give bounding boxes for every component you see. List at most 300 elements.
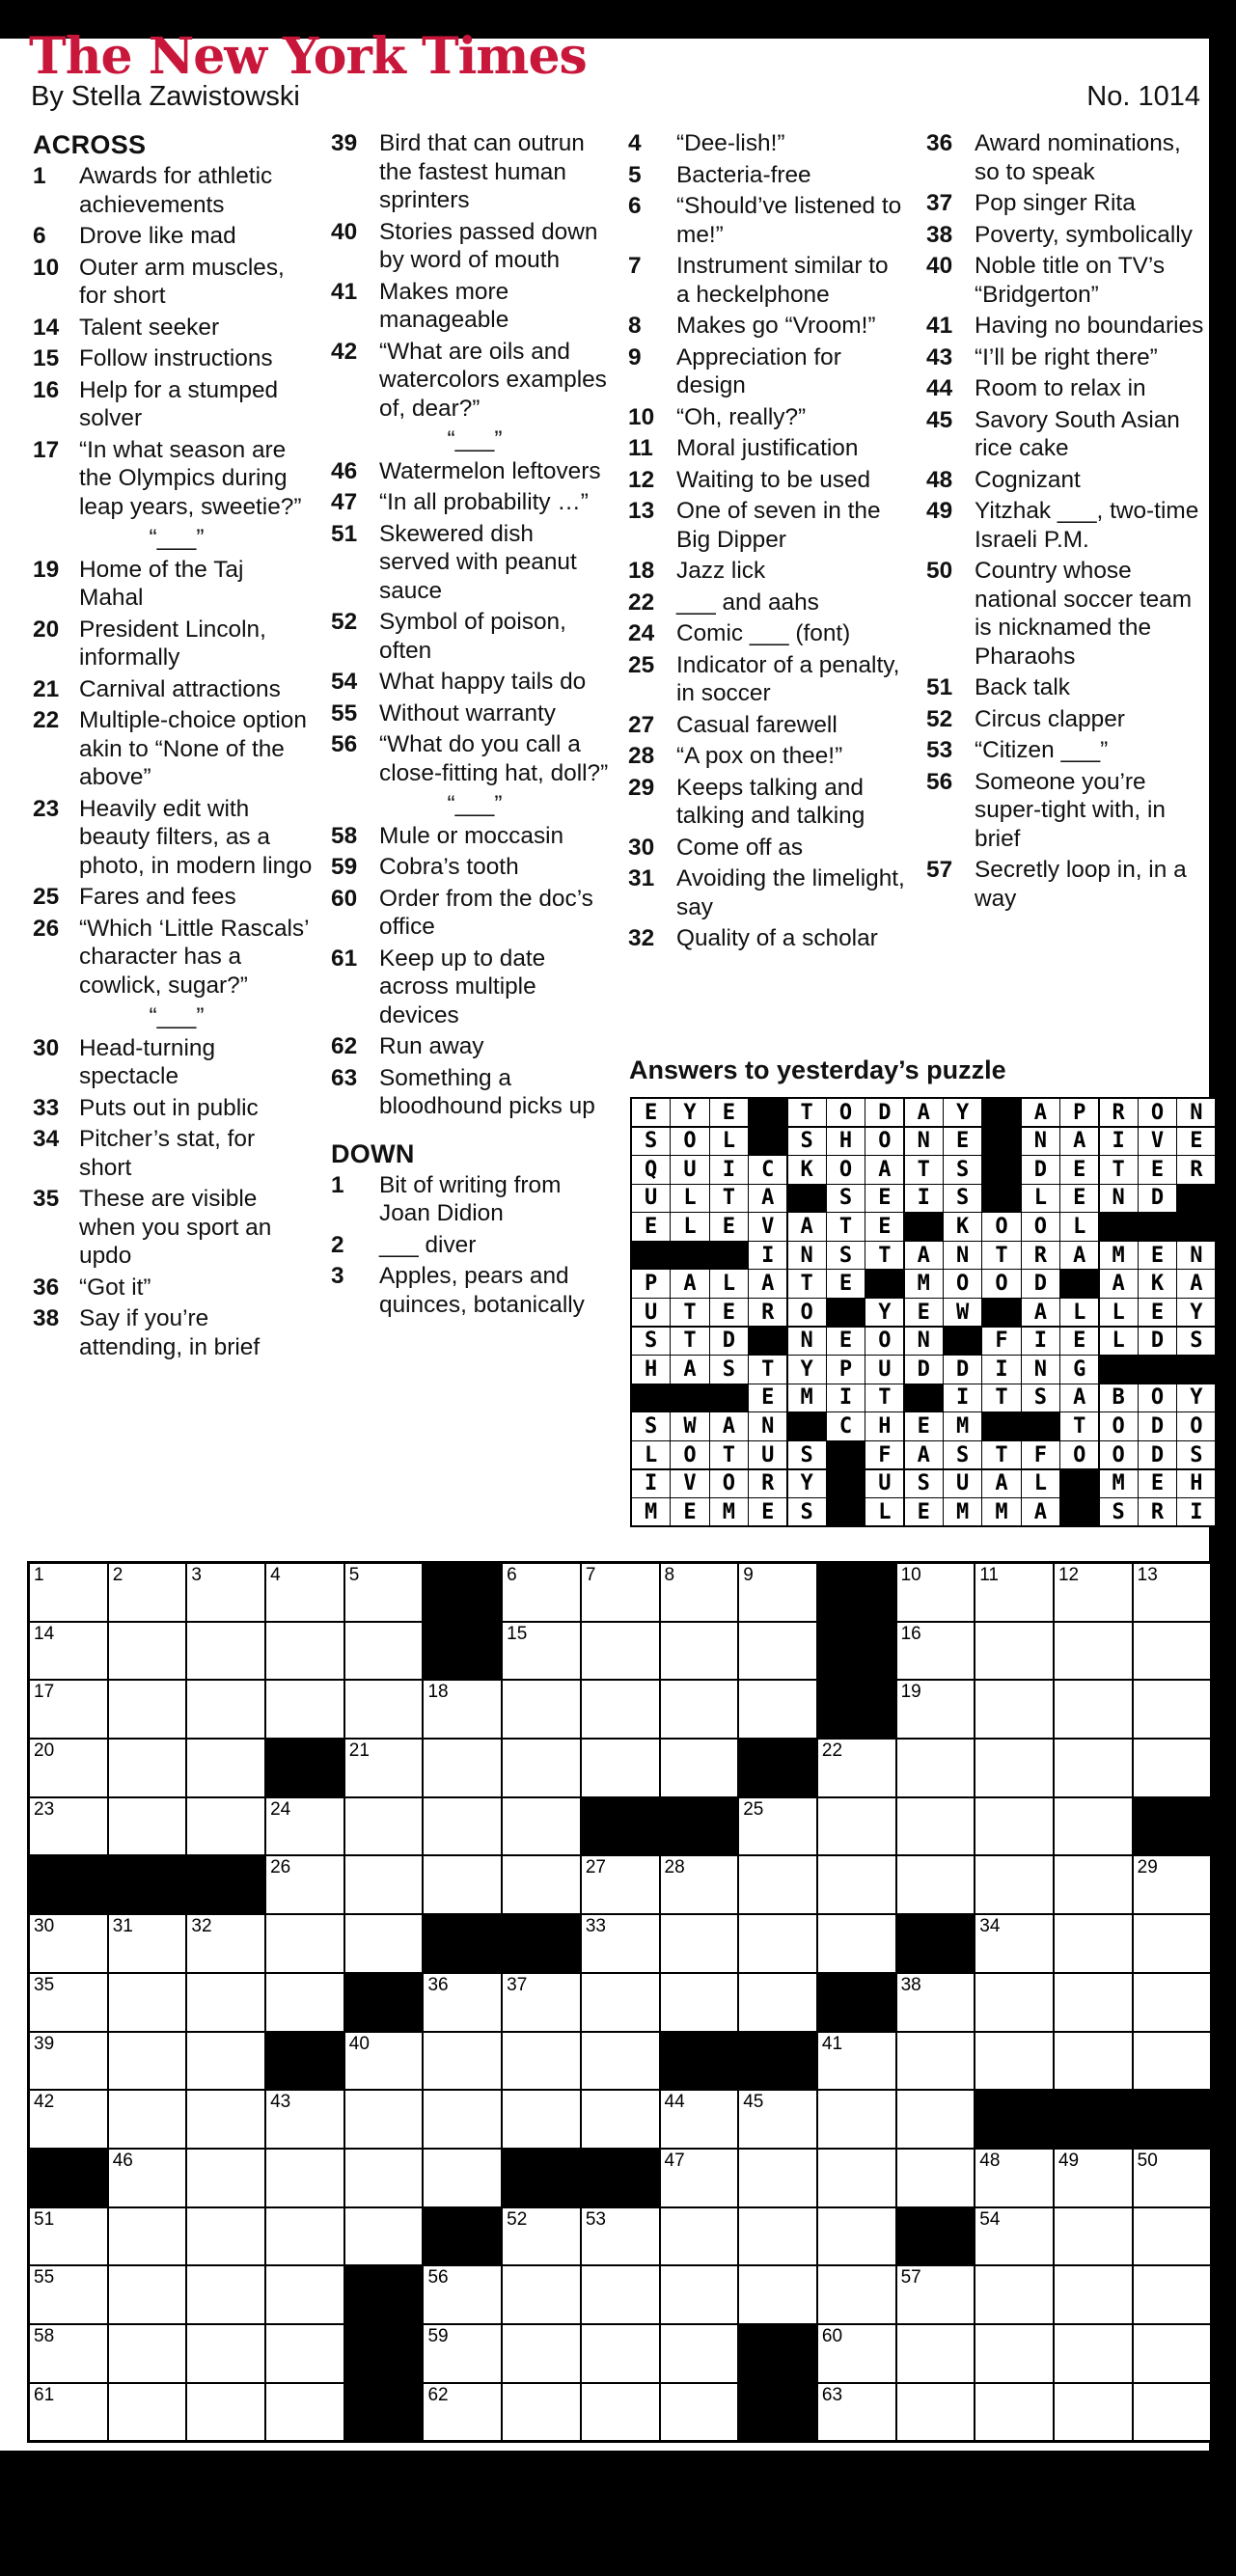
grid-cell[interactable] xyxy=(818,2150,895,2206)
grid-block xyxy=(897,1915,975,1972)
grid-cell[interactable] xyxy=(345,1623,423,1680)
answer-letter: E xyxy=(632,1213,670,1240)
grid-cell[interactable] xyxy=(266,1681,343,1738)
answer-letter: H xyxy=(865,1412,903,1439)
grid-cell[interactable] xyxy=(30,2384,107,2441)
grid-cell[interactable] xyxy=(30,1623,107,1680)
grid-cell[interactable] xyxy=(503,2266,580,2323)
grid-cell[interactable] xyxy=(661,2091,738,2148)
grid-block xyxy=(818,1974,895,2031)
clue xyxy=(926,374,1208,403)
grid-cell[interactable] xyxy=(266,1798,343,1855)
grid-cell[interactable] xyxy=(187,2208,264,2265)
grid-cell[interactable] xyxy=(897,1856,975,1913)
grid-cell[interactable] xyxy=(30,1798,107,1855)
grid-cell[interactable] xyxy=(582,1740,659,1796)
grid-cell[interactable] xyxy=(1055,2208,1132,2265)
clue-text: Yitzhak ___, two-time Israeli P.M. xyxy=(975,498,1199,553)
grid-cell[interactable] xyxy=(1134,1974,1211,2031)
grid-cell[interactable] xyxy=(818,2208,895,2265)
answer-block xyxy=(865,1270,903,1297)
grid-cell[interactable] xyxy=(661,2266,738,2323)
grid-cell[interactable] xyxy=(109,2033,186,2090)
answer-block xyxy=(1139,1356,1176,1383)
grid-cell[interactable] xyxy=(582,1974,659,2031)
grid-cell[interactable] xyxy=(424,1681,501,1738)
grid-cell[interactable] xyxy=(897,1798,975,1855)
answer-block xyxy=(827,1498,865,1525)
answer-letter: O xyxy=(788,1299,826,1326)
grid-cell[interactable] xyxy=(187,2033,264,2090)
answer-letter: H xyxy=(632,1356,670,1383)
grid-cell[interactable] xyxy=(424,1740,501,1796)
grid-cell[interactable] xyxy=(345,2033,423,2090)
grid-cell[interactable] xyxy=(30,2325,107,2382)
grid-cell[interactable] xyxy=(109,1974,186,2031)
grid-cell[interactable] xyxy=(661,1740,738,1796)
grid-cell[interactable] xyxy=(266,2384,343,2441)
grid-cell[interactable] xyxy=(266,1915,343,1972)
crossword-grid xyxy=(27,1561,1213,2443)
clue-text: Bird that can outrun the fastest human sprinters xyxy=(379,130,585,213)
answer-letter: E xyxy=(905,1299,943,1326)
grid-cell[interactable] xyxy=(345,2091,423,2148)
cell-number: 19 xyxy=(900,1682,921,1703)
grid-cell[interactable] xyxy=(187,2091,264,2148)
grid-cell[interactable] xyxy=(30,1564,107,1621)
grid-cell[interactable] xyxy=(818,2384,895,2441)
grid-cell[interactable] xyxy=(975,2150,1053,2206)
clue xyxy=(628,864,906,921)
grid-cell[interactable] xyxy=(187,2325,264,2382)
answer-letter: M xyxy=(982,1498,1020,1525)
byline: By Stella Zawistowski xyxy=(31,81,300,112)
clue-number xyxy=(33,524,79,553)
answer-letter: I xyxy=(1100,1128,1138,1155)
answer-letter: S xyxy=(632,1328,670,1355)
answer-block xyxy=(1100,1356,1138,1383)
grid-cell[interactable] xyxy=(975,2384,1053,2441)
grid-cell[interactable] xyxy=(187,1974,264,2031)
answer-letter: O xyxy=(1139,1099,1176,1126)
grid-cell[interactable] xyxy=(1055,2266,1132,2323)
grid-block xyxy=(345,1974,423,2031)
grid-cell[interactable] xyxy=(975,2208,1053,2265)
grid-cell[interactable] xyxy=(266,2091,343,2148)
clue xyxy=(331,668,609,697)
grid-cell[interactable] xyxy=(109,1915,186,1972)
grid-cell[interactable] xyxy=(897,1740,975,1796)
clue-text: Fares and fees xyxy=(79,884,236,910)
grid-cell[interactable] xyxy=(818,1915,895,1972)
clue-text: Multiple-choice option akin to “None of the above” xyxy=(79,707,307,790)
grid-cell[interactable] xyxy=(266,1564,343,1621)
answer-block xyxy=(982,1128,1020,1155)
clue-number: 34 xyxy=(33,1126,60,1152)
clue-text: Pop singer Rita xyxy=(975,190,1136,216)
answer-letter: O xyxy=(982,1270,1020,1297)
grid-cell[interactable] xyxy=(582,1564,659,1621)
grid-cell[interactable] xyxy=(345,2208,423,2265)
grid-block xyxy=(1134,2091,1211,2148)
grid-block xyxy=(266,2033,343,2090)
grid-cell[interactable] xyxy=(975,1681,1053,1738)
grid-cell[interactable] xyxy=(424,1798,501,1855)
answer-letter: T xyxy=(710,1441,748,1468)
grid-cell[interactable] xyxy=(109,1623,186,1680)
clue xyxy=(628,252,906,309)
grid-cell[interactable] xyxy=(187,1798,264,1855)
answer-letter: O xyxy=(865,1328,903,1355)
grid-cell[interactable] xyxy=(187,1915,264,1972)
grid-cell[interactable] xyxy=(266,1623,343,1680)
grid-cell[interactable] xyxy=(1134,1564,1211,1621)
answer-letter: E xyxy=(1139,1299,1176,1326)
grid-cell[interactable] xyxy=(266,2150,343,2206)
clue-number: 56 xyxy=(926,768,953,795)
grid-cell[interactable] xyxy=(1055,1856,1132,1913)
grid-cell[interactable] xyxy=(187,1681,264,1738)
grid-cell[interactable] xyxy=(503,2033,580,2090)
grid-cell[interactable] xyxy=(187,2384,264,2441)
cell-number: 20 xyxy=(34,1740,55,1762)
grid-cell[interactable] xyxy=(30,2033,107,2090)
cell-number: 34 xyxy=(979,1916,1001,1937)
answer-letter: L xyxy=(671,1213,708,1240)
grid-cell[interactable] xyxy=(582,1681,659,1738)
grid-cell[interactable] xyxy=(818,2266,895,2323)
grid-block xyxy=(424,2208,501,2265)
grid-cell[interactable] xyxy=(424,2384,501,2441)
grid-cell[interactable] xyxy=(975,1740,1053,1796)
grid-cell[interactable] xyxy=(661,1623,738,1680)
answer-letter: S xyxy=(632,1412,670,1439)
grid-cell[interactable] xyxy=(897,2033,975,2090)
answer-letter: T xyxy=(1100,1156,1138,1183)
answer-letter: L xyxy=(865,1498,903,1525)
clue xyxy=(331,1064,609,1121)
grid-cell[interactable] xyxy=(1134,1915,1211,1972)
grid-cell[interactable] xyxy=(503,1974,580,2031)
answer-letter: O xyxy=(827,1099,865,1126)
grid-cell[interactable] xyxy=(345,1681,423,1738)
grid-cell[interactable] xyxy=(975,1564,1053,1621)
grid-cell[interactable] xyxy=(661,2325,738,2382)
grid-cell[interactable] xyxy=(266,1856,343,1913)
grid-cell[interactable] xyxy=(739,1681,816,1738)
grid-cell[interactable] xyxy=(661,1564,738,1621)
grid-cell[interactable] xyxy=(1134,1856,1211,1913)
grid-cell[interactable] xyxy=(897,1623,975,1680)
clue-column-3 xyxy=(628,129,906,956)
grid-cell[interactable] xyxy=(897,1681,975,1738)
answer-letter: W xyxy=(671,1412,708,1439)
grid-cell[interactable] xyxy=(1055,1974,1132,2031)
grid-cell[interactable] xyxy=(582,1623,659,1680)
grid-cell[interactable] xyxy=(582,1915,659,1972)
grid-cell[interactable] xyxy=(503,1681,580,1738)
grid-cell[interactable] xyxy=(582,2208,659,2265)
grid-cell[interactable] xyxy=(503,2384,580,2441)
answer-letter: E xyxy=(905,1498,943,1525)
grid-cell[interactable] xyxy=(1055,1798,1132,1855)
grid-cell[interactable] xyxy=(30,2266,107,2323)
grid-cell[interactable] xyxy=(1055,1564,1132,1621)
clue-text: Having no boundaries xyxy=(975,313,1204,339)
answer-letter: O xyxy=(944,1270,981,1297)
cell-number: 29 xyxy=(1137,1857,1158,1878)
grid-cell[interactable] xyxy=(818,1798,895,1855)
answer-letter: A xyxy=(1060,1384,1098,1411)
grid-cell[interactable] xyxy=(1055,1740,1132,1796)
grid-cell[interactable] xyxy=(1134,2150,1211,2206)
grid-cell[interactable] xyxy=(30,2208,107,2265)
grid-cell[interactable] xyxy=(818,2091,895,2148)
clue xyxy=(628,312,906,341)
grid-cell[interactable] xyxy=(503,1564,580,1621)
clue xyxy=(331,699,609,728)
grid-cell[interactable] xyxy=(739,2208,816,2265)
grid-cell[interactable] xyxy=(503,2208,580,2265)
clue-text: Stories passed down by word of mouth xyxy=(379,218,598,273)
clue-text: Mule or moccasin xyxy=(379,822,564,849)
grid-cell[interactable] xyxy=(503,1856,580,1913)
clue-number: 30 xyxy=(33,1034,60,1061)
grid-cell[interactable] xyxy=(1055,2384,1132,2441)
grid-cell[interactable] xyxy=(975,1856,1053,1913)
clue-number: 58 xyxy=(331,822,358,849)
grid-cell[interactable] xyxy=(266,2208,343,2265)
grid-cell[interactable] xyxy=(187,1564,264,1621)
clue-text: Puts out in public xyxy=(79,1094,259,1121)
answer-letter: T xyxy=(788,1099,826,1126)
grid-cell[interactable] xyxy=(424,2150,501,2206)
grid-cell[interactable] xyxy=(109,2384,186,2441)
grid-cell[interactable] xyxy=(818,1856,895,1913)
grid-cell[interactable] xyxy=(109,2091,186,2148)
grid-cell[interactable] xyxy=(661,2208,738,2265)
grid-cell[interactable] xyxy=(424,1856,501,1913)
grid-cell[interactable] xyxy=(109,1740,186,1796)
grid-cell[interactable] xyxy=(661,1915,738,1972)
grid-cell[interactable] xyxy=(897,2266,975,2323)
grid-cell[interactable] xyxy=(818,2325,895,2382)
grid-cell[interactable] xyxy=(897,1564,975,1621)
grid-cell[interactable] xyxy=(109,2266,186,2323)
grid-cell[interactable] xyxy=(30,1740,107,1796)
grid-cell[interactable] xyxy=(897,2384,975,2441)
grid-cell[interactable] xyxy=(1134,1740,1211,1796)
clue-number: 9 xyxy=(628,343,642,370)
grid-cell[interactable] xyxy=(109,2325,186,2382)
grid-cell[interactable] xyxy=(661,1974,738,2031)
answer-letter: S xyxy=(710,1356,748,1383)
clue-number: 38 xyxy=(33,1305,60,1331)
grid-cell[interactable] xyxy=(424,2033,501,2090)
answer-block xyxy=(671,1384,708,1411)
grid-cell[interactable] xyxy=(503,2325,580,2382)
grid-cell[interactable] xyxy=(503,1740,580,1796)
grid-cell[interactable] xyxy=(975,1915,1053,1972)
cell-number: 10 xyxy=(900,1565,921,1585)
clue-text: “Citizen ___” xyxy=(975,737,1109,763)
clue-text: “A pox on thee!” xyxy=(676,743,843,769)
answer-letter: E xyxy=(1060,1328,1098,1355)
answer-letter: P xyxy=(1060,1099,1098,1126)
grid-cell[interactable] xyxy=(424,2266,501,2323)
grid-cell[interactable] xyxy=(187,1740,264,1796)
clue-number: 63 xyxy=(331,1064,358,1091)
grid-cell[interactable] xyxy=(30,2091,107,2148)
clue-number: 42 xyxy=(331,338,358,365)
grid-cell[interactable] xyxy=(109,1798,186,1855)
grid-cell[interactable] xyxy=(582,2384,659,2441)
cell-number: 1 xyxy=(34,1565,44,1585)
grid-block xyxy=(187,1856,264,1913)
grid-cell[interactable] xyxy=(897,2325,975,2382)
grid-cell[interactable] xyxy=(1055,2150,1132,2206)
grid-cell[interactable] xyxy=(582,2266,659,2323)
grid-cell[interactable] xyxy=(818,2033,895,2090)
clue xyxy=(926,252,1208,309)
grid-cell[interactable] xyxy=(739,1623,816,1680)
grid-cell[interactable] xyxy=(266,1974,343,2031)
grid-cell[interactable] xyxy=(975,2033,1053,2090)
clue xyxy=(33,222,313,251)
grid-cell[interactable] xyxy=(661,2150,738,2206)
clue-number: 46 xyxy=(331,457,358,484)
grid-cell[interactable] xyxy=(1055,2033,1132,2090)
grid-cell[interactable] xyxy=(897,2091,975,2148)
clue xyxy=(628,589,906,617)
grid-cell[interactable] xyxy=(739,2266,816,2323)
clue-number: 45 xyxy=(926,406,953,433)
grid-cell[interactable] xyxy=(503,2091,580,2148)
grid-cell[interactable] xyxy=(975,2325,1053,2382)
grid-cell[interactable] xyxy=(109,1681,186,1738)
grid-cell[interactable] xyxy=(345,1564,423,1621)
clue xyxy=(33,1185,313,1271)
clue-text: Waiting to be used xyxy=(676,466,871,493)
grid-cell[interactable] xyxy=(1134,1681,1211,1738)
grid-cell[interactable] xyxy=(739,1915,816,1972)
answer-letter: E xyxy=(865,1185,903,1212)
grid-cell[interactable] xyxy=(582,2033,659,2090)
grid-cell[interactable] xyxy=(109,2150,186,2206)
grid-cell[interactable] xyxy=(739,2150,816,2206)
grid-cell[interactable] xyxy=(109,2208,186,2265)
clue xyxy=(628,466,906,495)
grid-cell[interactable] xyxy=(187,2266,264,2323)
grid-cell[interactable] xyxy=(1134,1623,1211,1680)
grid-cell[interactable] xyxy=(1134,2325,1211,2382)
grid-cell[interactable] xyxy=(661,2384,738,2441)
clue-number: 5 xyxy=(628,161,642,188)
grid-cell[interactable] xyxy=(1055,1681,1132,1738)
clue xyxy=(628,497,906,554)
grid-cell[interactable] xyxy=(187,1623,264,1680)
grid-cell[interactable] xyxy=(1134,2033,1211,2090)
grid-block xyxy=(109,1856,186,1913)
grid-cell[interactable] xyxy=(503,1623,580,1680)
grid-cell[interactable] xyxy=(975,2266,1053,2323)
grid-cell[interactable] xyxy=(1055,1915,1132,1972)
grid-cell[interactable] xyxy=(661,1856,738,1913)
clue xyxy=(33,675,313,704)
grid-cell[interactable] xyxy=(503,1798,580,1855)
grid-cell[interactable] xyxy=(30,1974,107,2031)
answer-letter: L xyxy=(710,1128,748,1155)
answer-letter: A xyxy=(1060,1242,1098,1269)
grid-cell[interactable] xyxy=(1134,2384,1211,2441)
grid-cell[interactable] xyxy=(975,1623,1053,1680)
grid-block xyxy=(266,1740,343,1796)
grid-cell[interactable] xyxy=(897,1974,975,2031)
grid-cell[interactable] xyxy=(345,1740,423,1796)
grid-block xyxy=(503,2150,580,2206)
grid-cell[interactable] xyxy=(187,2150,264,2206)
grid-cell[interactable] xyxy=(345,2150,423,2206)
grid-cell[interactable] xyxy=(582,2325,659,2382)
grid-cell[interactable] xyxy=(739,1798,816,1855)
grid-cell[interactable] xyxy=(1055,2325,1132,2382)
grid-cell[interactable] xyxy=(739,1564,816,1621)
grid-cell[interactable] xyxy=(424,2091,501,2148)
answer-letter: S xyxy=(788,1128,826,1155)
grid-cell[interactable] xyxy=(897,2150,975,2206)
answer-letter: E xyxy=(865,1213,903,1240)
clue xyxy=(628,343,906,400)
cell-number: 57 xyxy=(900,2267,921,2288)
grid-cell[interactable] xyxy=(30,1681,107,1738)
grid-cell[interactable] xyxy=(975,1798,1053,1855)
grid-cell[interactable] xyxy=(345,1798,423,1855)
grid-cell[interactable] xyxy=(661,1681,738,1738)
grid-cell[interactable] xyxy=(345,1856,423,1913)
grid-cell[interactable] xyxy=(1055,1623,1132,1680)
grid-cell[interactable] xyxy=(739,1856,816,1913)
clue xyxy=(331,822,609,851)
grid-cell[interactable] xyxy=(424,1974,501,2031)
answer-block xyxy=(632,1384,670,1411)
grid-cell[interactable] xyxy=(1134,2266,1211,2323)
grid-cell[interactable] xyxy=(266,2266,343,2323)
grid-cell[interactable] xyxy=(424,2325,501,2382)
grid-cell[interactable] xyxy=(739,2091,816,2148)
cell-number: 13 xyxy=(1137,1565,1158,1585)
cell-number: 28 xyxy=(664,1857,685,1878)
answer-letter: K xyxy=(944,1213,981,1240)
grid-cell[interactable] xyxy=(1134,2208,1211,2265)
grid-cell[interactable] xyxy=(975,1974,1053,2031)
clue xyxy=(33,1125,313,1182)
grid-cell[interactable] xyxy=(818,1740,895,1796)
clue-number: 39 xyxy=(331,130,358,156)
clue-text: Makes more manageable xyxy=(379,278,509,333)
grid-cell[interactable] xyxy=(739,1974,816,2031)
clue-number: 17 xyxy=(33,436,60,463)
grid-cell[interactable] xyxy=(345,1915,423,1972)
grid-block xyxy=(1055,2091,1132,2148)
grid-cell[interactable] xyxy=(582,1856,659,1913)
clue-number xyxy=(33,1002,79,1031)
grid-cell[interactable] xyxy=(30,1915,107,1972)
grid-cell[interactable] xyxy=(582,2091,659,2148)
grid-cell[interactable] xyxy=(266,2325,343,2382)
grid-cell[interactable] xyxy=(109,1564,186,1621)
grid-block xyxy=(345,2384,423,2441)
cell-number: 26 xyxy=(270,1857,291,1878)
